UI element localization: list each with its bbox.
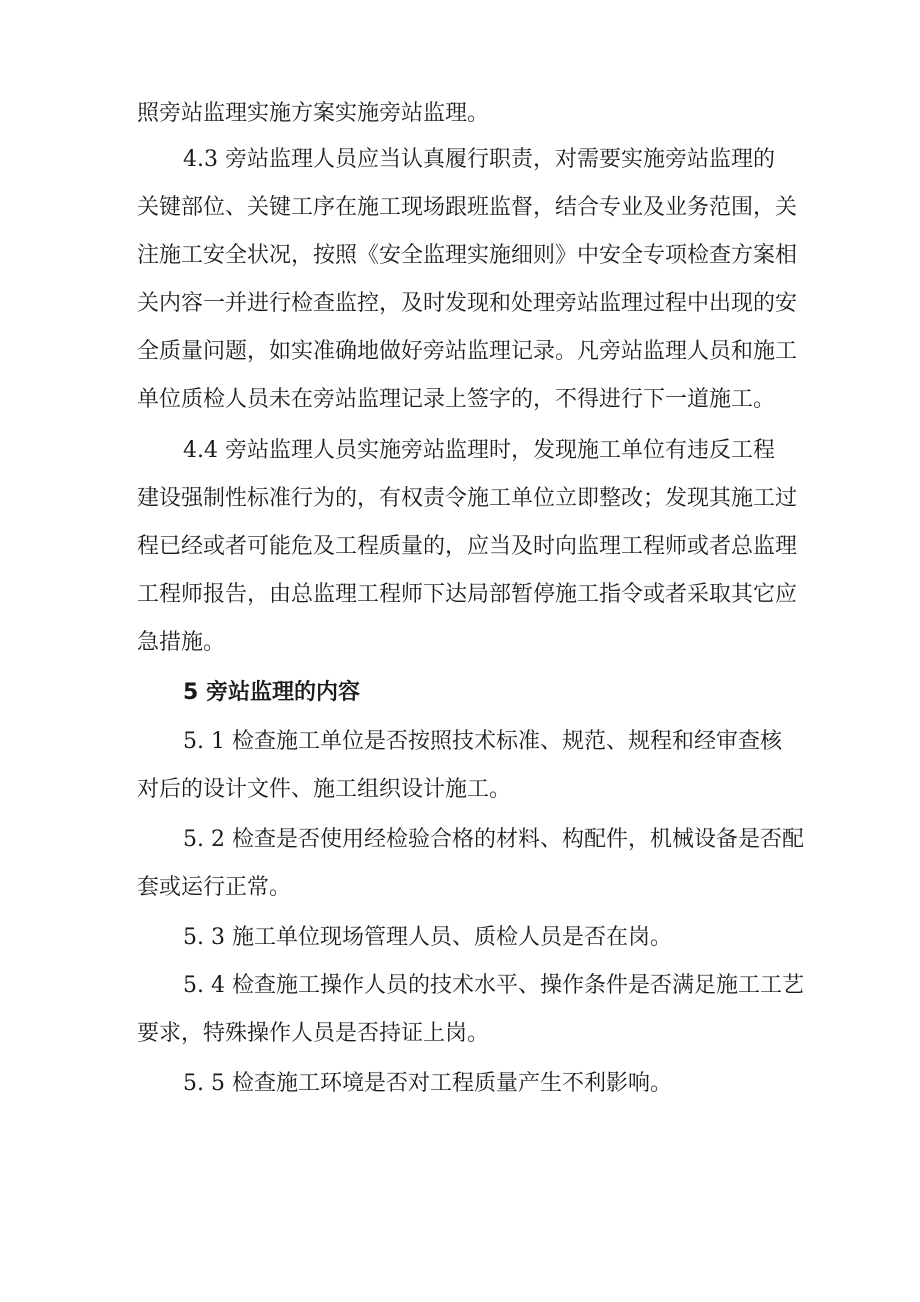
text-line: 5. 3 施工单位现场管理人员、质检人员是否在岗。 xyxy=(183,925,672,950)
text-line: 全质量问题，如实准确地做好旁站监理记录。凡旁站监理人员和施工 xyxy=(137,339,798,364)
text-line: 急措施。 xyxy=(137,630,226,655)
text-line: 程已经或者可能危及工程质量的，应当及时向监理工程师或者总监理 xyxy=(137,534,798,559)
section-heading: 5 旁站监理的内容 xyxy=(183,680,360,705)
text-line: 5. 1 检查施工单位是否按照技术标准、规范、规程和经审查核 xyxy=(183,729,782,754)
text-line: 对后的设计文件、施工组织设计施工。 xyxy=(137,777,512,802)
text-line: 建设强制性标准行为的，有权责令施工单位立即整改；发现其施工过 xyxy=(137,486,798,511)
text-line: 5. 4 检查施工操作人员的技术水平、操作条件是否满足施工工艺 xyxy=(183,973,804,998)
text-line: 套或运行正常。 xyxy=(137,875,292,900)
text-line: 4.3 旁站监理人员应当认真履行职责，对需要实施旁站监理的 xyxy=(183,147,775,172)
text-line: 注施工安全状况，按照《安全监理实施细则》中安全专项检查方案相 xyxy=(137,243,798,268)
text-line: 照旁站监理实施方案实施旁站监理。 xyxy=(137,101,490,126)
text-line: 关内容一并进行检查监控，及时发现和处理旁站监理过程中出现的安 xyxy=(137,291,798,316)
text-line: 4.4 旁站监理人员实施旁站监理时，发现施工单位有违反工程 xyxy=(183,438,775,463)
text-line: 工程师报告，由总监理工程师下达局部暂停施工指令或者采取其它应 xyxy=(137,582,798,607)
text-line: 5. 5 检查施工环境是否对工程质量产生不利影响。 xyxy=(183,1071,672,1096)
text-line: 要求，特殊操作人员是否持证上岗。 xyxy=(137,1021,490,1046)
text-line: 关键部位、关键工序在施工现场跟班监督，结合专业及业务范围，关 xyxy=(137,195,798,220)
text-line: 5. 2 检查是否使用经检验合格的材料、构配件，机械设备是否配 xyxy=(183,827,804,852)
text-line: 单位质检人员未在旁站监理记录上签字的，不得进行下一道施工。 xyxy=(137,387,776,412)
